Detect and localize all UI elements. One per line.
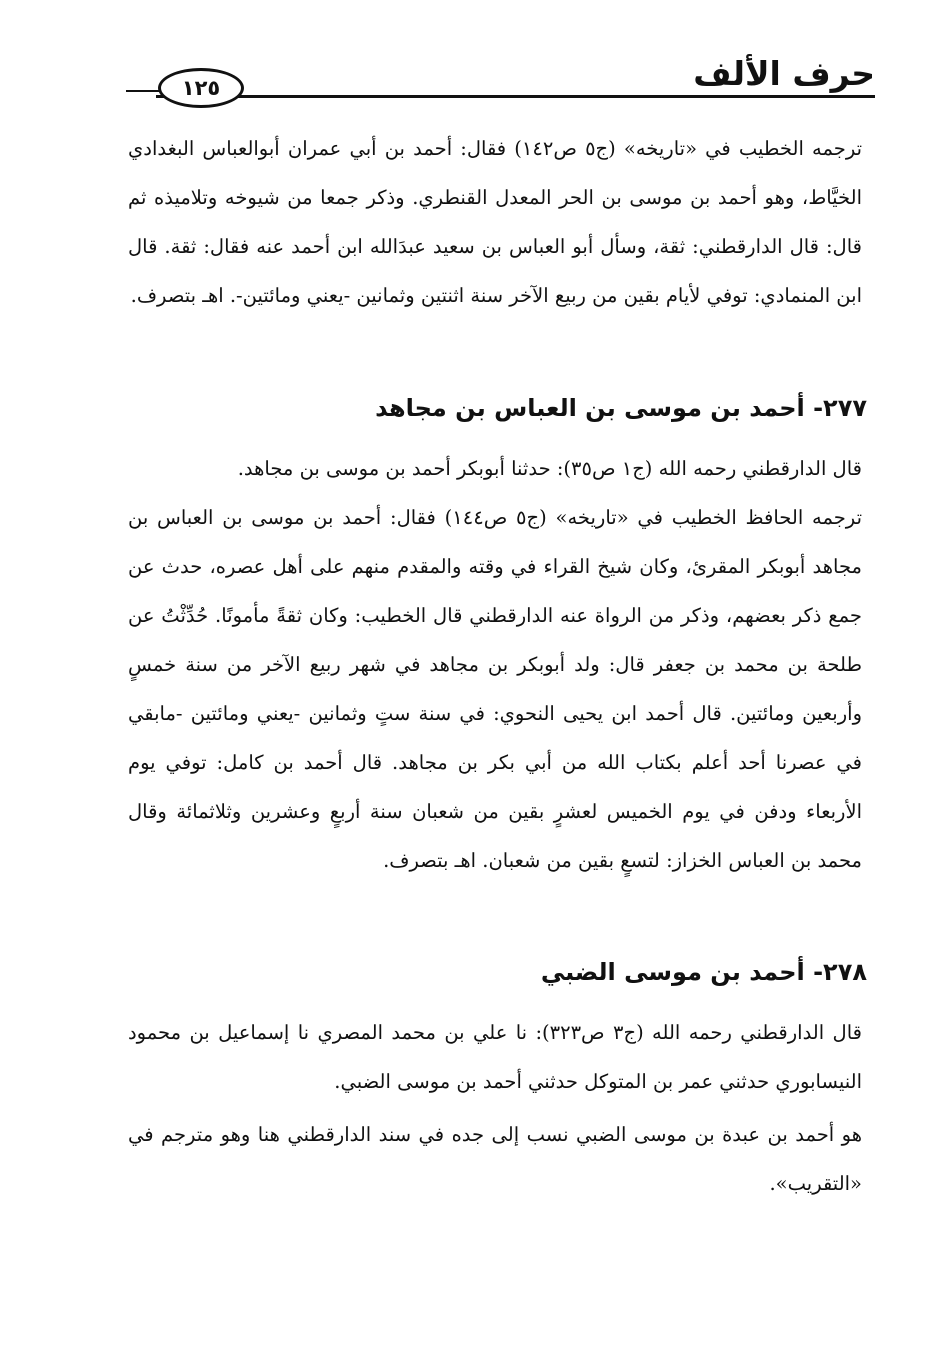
page-number: ١٢٥: [181, 76, 221, 100]
paragraph-4: قال الدارقطني رحمه الله (ج٣ ص٣٢٣): نا علي بن محمد المصري نا إسماعيل بن محمود النيسابوري حدثني عمر بن المتوكل حدثني أحمد بن موسى الضبي.: [128, 1021, 862, 1093]
paragraph-2: قال الدارقطني رحمه الله (ج١ ص٣٥): حدثنا أبوبكر أحمد بن موسى بن مجاهد.: [237, 457, 862, 480]
page-number-badge: [158, 68, 244, 108]
entry-heading-278: ٢٧٨- أحمد بن موسى الضبي: [540, 958, 867, 986]
header-rule-tip: [126, 90, 162, 92]
page-header: [120, 52, 875, 112]
paragraph-5: هو أحمد بن عبدة بن موسى الضبي نسب إلى جده في سند الدارقطني هنا وهو مترجم في «التقريب».: [128, 1123, 862, 1195]
entry-heading-277: ٢٧٧- أحمد بن موسى بن العباس بن مجاهد: [375, 394, 867, 422]
paragraph-1: ترجمه الخطيب في «تاريخه» (ج٥ ص١٤٢) فقال: أحمد بن أبي عمران أبوالعباس البغدادي الخيَّاط، وهو أحمد بن موسى بن الحر المعدل القنطري. وذكر جمعا من شيوخه وتلاميذه ثم قال: قال الدارقطني: ثقة، وسأل أبو العباس بن سعيد عبدَالله ابن أحمد عنه فقال: ثقة. قال ابن المنمادي: توفي لأيام بقين من ربيع الآخر سنة اثنتين وثمانين -يعني ومائتين-. اهـ بتصرف.: [128, 137, 863, 307]
running-title: حرف الألف: [693, 54, 875, 93]
paragraph-3: ترجمه الحافظ الخطيب في «تاريخه» (ج٥ ص١٤٤) فقال: أحمد بن موسى بن العباس بن مجاهد أبوبكر المقرئ، وكان شيخ القراء في وقته والمقدم منهم على أهل عصره، حدث عن جمع ذكر بعضهم، وذكر من الرواة عنه الدارقطني قال الخطيب: وكان ثقةً مأمونًا. حُدِّثْتُ عن طلحة بن محمد بن جعفر قال: ولد أبوبكر بن مجاهد في شهر ربيع الآخر من سنة خمسٍ وأربعين ومائتين. قال أحمد ابن يحيى النحوي: في سنة ستٍ وثمانين -يعني ومائتين -مابقي في عصرنا أحد أعلم بكتاب الله من أبي بكر بن مجاهد. قال أحمد بن كامل: توفي يوم الأربعاء ودفن في يوم الخميس لعشرٍ بقين من شعبان سنة أربعٍ وعشرين وثلاثمائة وقال محمد بن العباس الخزاز: لتسعٍ بقين من شعبان. اهـ بتصرف.: [128, 506, 862, 872]
header-rule: [156, 95, 875, 98]
